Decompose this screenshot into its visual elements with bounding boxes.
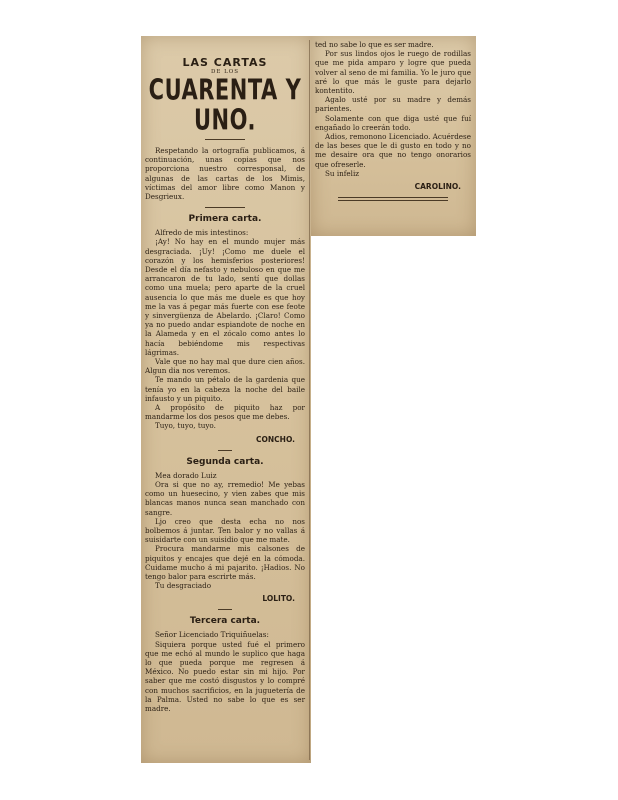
letter1-signature: CONCHO. (256, 434, 295, 444)
letter2-title: Segunda carta. (186, 456, 264, 467)
letter3-paragraph: Agalo usté por su madre y demás parientes. (315, 95, 471, 114)
article-kicker: LAS CARTAS (182, 56, 268, 69)
letter2-closing: Tu desgraciado (155, 581, 212, 591)
article-headline: CUARENTA Y UNO. (148, 73, 302, 137)
letter1-paragraph: ¡Ay! No hay en el mundo mujer más desgraciada. ¡Uy! ¡Como me duele el corazón y los hemisferios posteriores! Desde el día nefasto y nebuloso en que me arrancaron de tu lado, sentí que dollas como una muela; pero aparte de la cruel ausencia lo que más me duele es que hoy me la vas á pegar más fuerte con ese feote y sinvergüenza de Abelardo. ¡Claro! Como ya no puedo andar espiandote de noche en la Alameda y en el zócalo como antes lo hacía bebiéndome mis respectivas lágrimas. (145, 237, 305, 357)
letter3-paragraph: Siquiera porque usted fué el primero que me echó al mundo le suplico que haga lo que pueda porque me regresen á México. No puedo estar sin mi hijo. Por saber que me costó disgustos y lo compré con muchos sacrificios, en la juguetería de la Palma. Usted no sabe lo que es ser madre. (145, 639, 305, 713)
letter1-paragraph: A propósito de piquito haz por mandarme los dos pesos que me debes. (145, 403, 305, 422)
letter3-signature: CAROLINO. (414, 182, 461, 192)
article-right-column (315, 40, 471, 201)
letter1-salutation: Alfredo de mis intestinos: (155, 228, 249, 238)
letter2-paragraph: Ljo creo que desta echa no nos bolbemos á juntar. Ten balor y no vallas á suisidarte con un suisidio que me mate. (145, 516, 305, 545)
headline-rule (205, 139, 245, 140)
letter2-paragraph: Ora si que no ay, rremedio! Me yebas como un huesecino, y vien zabes que mis blancas manos nunca sean manchado con sangre. (145, 479, 305, 517)
letter3-paragraph: Solamente con que diga usté que fuí engañado lo creerán todo. (315, 113, 471, 132)
intro-rule (205, 207, 245, 208)
letter2-paragraph: Procura mandarme mis calsones de piquitos y encajes que dejé en la cómoda. Cuidame mucho á mi pajarito. ¡Hadios. No tengo balor para escrirte más. (145, 544, 305, 581)
letter-separator (218, 609, 232, 610)
article-kicker-small: DE LOS (210, 69, 240, 75)
letter1-paragraph: Vale que no hay mal que dure cien años. Algun dia nos veremos. (145, 357, 305, 376)
letter3-paragraph: Por sus lindos ojos le ruego de rodillas que me pida amparo y logre que pueda volver al seno de mi familia. Yo le juro que aré lo que más le guste para dejarlo kontentito. (315, 49, 471, 96)
article-left-column (145, 50, 305, 713)
letter3-closing: Su infeliz (325, 168, 360, 178)
letter1-paragraph: Te mando un pétalo de la gardenia que tenía yo en la cabeza la noche del baile infausto y un piquito. (145, 375, 305, 403)
letter-separator (218, 450, 232, 451)
letter3-title: Tercera carta. (189, 616, 261, 627)
letter1-closing: Tuyo, tuyo, tuyo. (155, 421, 216, 431)
letter3-continuation: ted no sabe lo que es ser madre. (315, 40, 434, 49)
letter2-salutation: Mea dorado Luiz (155, 470, 217, 480)
article-intro: Respetando la ortografía publicamos, á continuación, unas copias que nos proporciona nuestro corresponsal, de algunas de las cartas de los Mimis, víctimas del amor libre como Manon y Desgrieux. (145, 146, 305, 202)
letter3-paragraph: Adios, remonono Licenciado. Acuérdese de las beses que le di gusto en todo y no me desaire ora que no tengo onorarios que ofreserle. (315, 132, 471, 169)
letter3-salutation: Señor Licenciado Triquiñuelas: (155, 630, 269, 640)
column-divider (309, 40, 310, 760)
letter1-title: Primera carta. (188, 214, 262, 225)
article-end-rule (338, 197, 448, 201)
letter2-signature: LOLITO. (262, 594, 295, 604)
